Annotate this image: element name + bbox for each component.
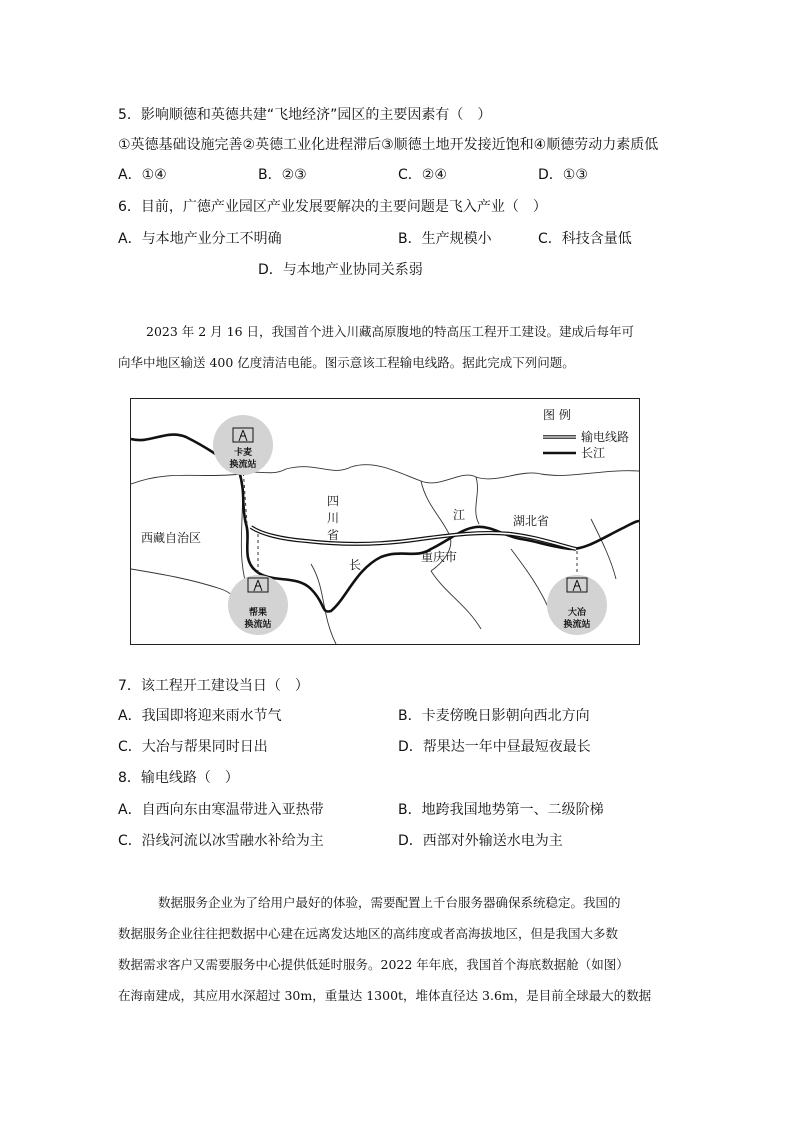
sichuan-label-1: 四 <box>327 494 340 508</box>
q8-option-a[interactable]: A．自西向东由寒温带进入亚热带 <box>118 802 324 818</box>
bangguo-station-label-1: 帮果 <box>248 608 268 618</box>
q5-stem: 5．影响顺德和英德共建“飞地经济”园区的主要因素有（ ） <box>118 107 492 123</box>
sichuan-label-3: 省 <box>327 528 340 542</box>
q5-option-c[interactable]: C．②④ <box>398 167 447 183</box>
q8-option-d[interactable]: D．西部对外输送水电为主 <box>398 833 563 849</box>
passage2-line-2: 数据服务企业往往把数据中心建在远离发达地区的高纬度或者高海拔地区，但是我国大多数 <box>118 926 619 941</box>
jiang-label: 江 <box>453 508 466 522</box>
chongqing-label: 重庆市 <box>421 550 458 564</box>
legend-title: 图 例 <box>543 408 571 422</box>
passage2-line-1: 数据服务企业为了给用户最好的体验，需要配置上千台服务器确保系统稳定。我国的 <box>158 895 621 910</box>
q5-option-b[interactable]: B．②③ <box>258 167 307 183</box>
q7-option-a[interactable]: A．我国即将迎来雨水节气 <box>118 708 282 724</box>
legend-transmission-label: 输电线路 <box>581 430 630 444</box>
q6-option-a[interactable]: A．与本地产业分工不明确 <box>118 231 282 247</box>
passage2-line-4: 在海南建成，其应用水深超过 30m，重量达 1300t，堆体直径达 3.6m，是目前全球最大的数据 <box>118 988 652 1003</box>
q8-stem: 8．输电线路（ ） <box>118 770 239 786</box>
q6-option-c[interactable]: C．科技含量低 <box>538 231 632 247</box>
q6-stem: 6．目前，广德产业园区产业发展要解决的主要问题是飞入产业（ ） <box>118 199 547 215</box>
passage1-line-1: 2023 年 2 月 16 日，我国首个进入川藏高原腹地的特高压工程开工建设。建成后每年可 <box>146 324 635 339</box>
daye-station-label-1: 大冶 <box>567 608 587 618</box>
kamai-station-label-2: 换流站 <box>229 460 257 470</box>
q5-option-a[interactable]: A．①④ <box>118 167 167 183</box>
q8-option-c[interactable]: C．沿线河流以冰雪融水补给为主 <box>118 833 324 849</box>
sichuan-label-2: 川 <box>327 511 340 525</box>
q7-stem: 7．该工程开工建设当日（ ） <box>118 678 309 694</box>
q7-option-b[interactable]: B．卡麦傍晚日影朝向西北方向 <box>398 708 590 724</box>
legend-river-label: 长江 <box>581 446 606 460</box>
q7-option-d[interactable]: D．帮果达一年中昼最短夜最长 <box>398 739 591 755</box>
daye-station-label-2: 换流站 <box>563 620 591 630</box>
q6-option-d[interactable]: D．与本地产业协同关系弱 <box>258 262 423 278</box>
q8-option-b[interactable]: B．地跨我国地势第一、二级阶梯 <box>398 802 604 818</box>
tibet-label: 西藏自治区 <box>141 531 202 545</box>
kamai-station-label-1: 卡麦 <box>233 448 253 458</box>
chang-label: 长 <box>349 558 362 572</box>
transmission-map <box>130 398 640 645</box>
bangguo-station-label-2: 换流站 <box>244 620 272 630</box>
passage2-line-3: 数据需求客户又需要服务中心提供低延时服务。2022 年年底，我国首个海底数据舱（如图） <box>118 957 629 972</box>
passage1-line-2: 向华中地区输送 400 亿度清洁电能。图示意该工程输电线路。据此完成下列问题。 <box>118 355 575 370</box>
q5-statements: ①英德基础设施完善②英德工业化进程滞后③顺德土地开发接近饱和④顺德劳动力素质低 <box>118 137 659 153</box>
q5-option-d[interactable]: D．①③ <box>538 167 588 183</box>
q7-option-c[interactable]: C．大冶与帮果同时日出 <box>118 739 268 755</box>
q6-option-b[interactable]: B．生产规模小 <box>398 231 492 247</box>
hubei-label: 湖北省 <box>513 514 550 528</box>
